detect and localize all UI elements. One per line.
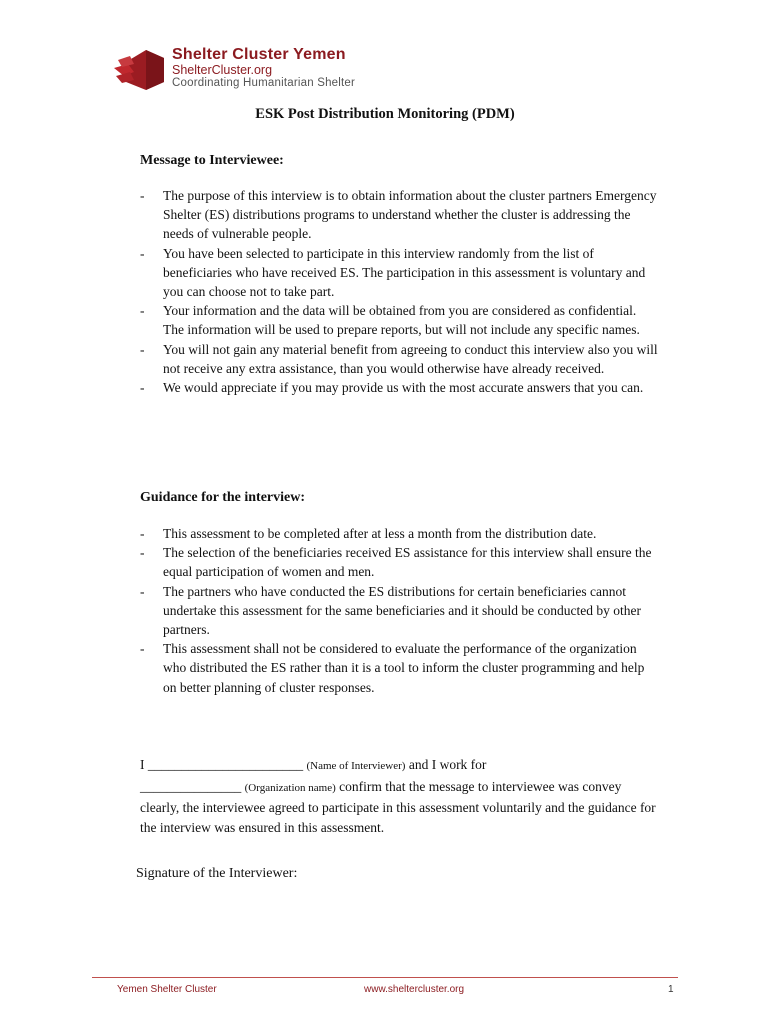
guidance-item-text: This assessment shall not be considered to evaluate the performance of the organization who distributed the ES rather than it is a tool to inform the cluster programming and help on better planning of cluster responses. xyxy=(163,641,645,695)
message-item-text: The purpose of this interview is to obtain information about the cluster partners Emergency Shelter (ES) distributions programs to understand whether the cluster is addressing the needs of vulnerable people. xyxy=(163,188,657,242)
bullet-dash: - xyxy=(140,641,145,657)
guidance-heading: Guidance for the interview: xyxy=(140,490,305,505)
message-heading: Message to Interviewee: xyxy=(140,153,284,168)
interviewer-statement xyxy=(140,755,660,837)
message-item xyxy=(140,340,660,378)
message-item xyxy=(140,186,660,244)
bullet-dash: - xyxy=(140,188,145,203)
bullet-dash: - xyxy=(140,526,145,541)
guidance-item-text: The selection of the beneficiaries received ES assistance for this interview shall ensure the equal participation of women and men. xyxy=(163,545,652,580)
organization-name-blank[interactable]: _______________ xyxy=(140,778,242,794)
guidance-item-text: The partners who have conducted the ES distributions for certain beneficiaries cannot undertake this assessment for the same beneficiaries and it should be conducted by other partners. xyxy=(163,583,641,638)
work-for-text: and I work for xyxy=(408,757,487,772)
bullet-dash: - xyxy=(140,341,145,357)
hands-house-logo-icon xyxy=(112,48,166,90)
footer-website-link[interactable]: www.sheltercluster.org xyxy=(364,984,465,995)
message-list xyxy=(140,186,660,397)
document-title: ESK Post Distribution Monitoring (PDM) xyxy=(255,106,515,122)
message-item-text: We would appreciate if you may provide us with the most accurate answers that you can. xyxy=(163,380,644,396)
shelter-cluster-logo xyxy=(112,46,392,92)
message-item xyxy=(140,301,660,339)
guidance-item-text: This assessment to be completed after at less a month from the distribution date. xyxy=(163,526,597,541)
name-of-interviewer-label: (Name of Interviewer) xyxy=(306,760,406,772)
bullet-dash: - xyxy=(140,303,145,319)
guidance-item xyxy=(140,524,660,543)
message-item-text: You have been selected to participate in this interview randomly from the list of beneficiaries who have received ES. The participation in this assessment is voluntary and you can choose not to take part. xyxy=(163,245,646,300)
message-item xyxy=(140,378,660,397)
message-item-text: Your information and the data will be obtained from you are considered as confidential. The information will be used to prepare reports, but will not include any specific names. xyxy=(163,303,640,338)
organization-name-label: (Organization name) xyxy=(244,781,336,794)
footer-divider xyxy=(92,977,678,978)
logo-title: Shelter Cluster Yemen xyxy=(172,46,346,63)
guidance-list xyxy=(140,524,660,697)
message-item-text: You will not gain any material benefit from agreeing to conduct this interview also you will not receive any extra assistance, than you would otherwise have already received. xyxy=(163,341,658,376)
guidance-item xyxy=(140,582,660,640)
bullet-dash: - xyxy=(140,245,145,261)
guidance-item xyxy=(140,543,660,581)
page-number: 1 xyxy=(668,984,674,995)
bullet-dash: - xyxy=(140,583,145,599)
bullet-dash: - xyxy=(140,545,145,561)
logo-url: ShelterCluster.org xyxy=(172,63,273,77)
signature-label: Signature of the Interviewer: xyxy=(136,866,298,881)
guidance-item xyxy=(140,639,660,697)
bullet-dash: - xyxy=(140,380,145,396)
footer-organization: Yemen Shelter Cluster xyxy=(117,984,217,995)
confirmation-text: confirm that the message to interviewee was convey clearly, the interviewee agreed to participate in this assessment voluntarily and the guidance for the interview was ensured in this assessment. xyxy=(140,778,656,835)
interviewer-name-blank[interactable]: I _______________________ xyxy=(140,757,304,772)
message-item xyxy=(140,244,660,302)
logo-subtitle: Coordinating Humanitarian Shelter xyxy=(172,77,356,89)
